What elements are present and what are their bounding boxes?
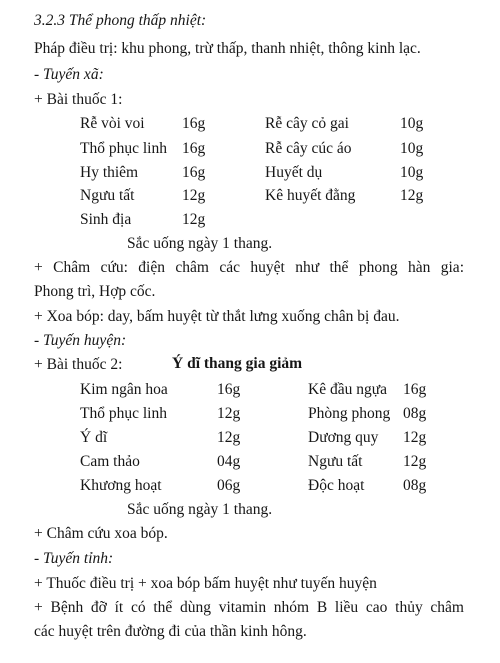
- herb-name: Rễ vòi voi: [80, 115, 145, 132]
- herb-dose: 12g: [217, 429, 241, 446]
- herb-name: Ý dĩ: [80, 429, 108, 446]
- herb-dose: 04g: [217, 453, 241, 470]
- acupuncture1-line1: + Châm cứu: điện châm các huyệt như thể phong hàn gia:: [34, 259, 464, 276]
- herb-name: Hy thiêm: [80, 164, 139, 181]
- remedy2-instruction: Sắc uống ngày 1 thang.: [127, 501, 273, 518]
- herb-dose: 16g: [182, 115, 206, 132]
- herb-name: Khương hoạt: [80, 477, 162, 494]
- herb-dose: 08g: [403, 477, 427, 494]
- acupuncture2: + Châm cứu xoa bóp.: [34, 525, 168, 542]
- remedy2-label: + Bài thuốc 2:: [34, 356, 123, 373]
- herb-dose: 12g: [182, 211, 206, 228]
- tinh-line2-part2: các huyệt trên đường đi của thần kinh hông.: [34, 623, 307, 640]
- herb-name: Cam thảo: [80, 453, 140, 470]
- treatment-method: Pháp điều trị: khu phong, trừ thấp, thanh nhiệt, thông kinh lạc.: [34, 40, 421, 57]
- herb-name: Thổ phục linh: [80, 140, 167, 157]
- herb-dose: 10g: [400, 140, 424, 157]
- tinh-line1: + Thuốc điều trị + xoa bóp bấm huyệt như tuyến huyện: [34, 575, 377, 592]
- herb-dose: 08g: [403, 405, 427, 422]
- herb-dose: 16g: [217, 381, 241, 398]
- herb-name: Kê huyết đằng: [265, 187, 356, 204]
- remedy1-label: + Bài thuốc 1:: [34, 91, 123, 108]
- tinh-line2-part1: + Bệnh đỡ ít có thể dùng vitamin nhóm B liều cao thủy châm: [34, 599, 464, 616]
- heading-tuyen-xa: - Tuyến xã:: [34, 66, 104, 83]
- herb-name: Huyết dụ: [265, 164, 323, 181]
- herb-dose: 16g: [182, 164, 206, 181]
- herb-name: Kim ngân hoa: [80, 381, 168, 398]
- section-title: 3.2.3 Thể phong thấp nhiệt:: [34, 12, 207, 29]
- heading-tuyen-huyen: - Tuyến huyện:: [34, 332, 127, 349]
- herb-name: Ngưu tất: [80, 187, 135, 204]
- acupuncture1-line2: Phong trì, Hợp cốc.: [34, 283, 156, 300]
- heading-tuyen-tinh: - Tuyến tỉnh:: [34, 550, 114, 567]
- herb-name: Ngưu tất: [308, 453, 363, 470]
- herb-dose: 06g: [217, 477, 241, 494]
- herb-name: Sinh địa: [80, 211, 132, 228]
- herb-dose: 10g: [400, 164, 424, 181]
- herb-name: Phòng phong: [308, 405, 391, 422]
- herb-name: Rễ cây cúc áo: [265, 140, 352, 157]
- herb-name: Độc hoạt: [308, 477, 365, 494]
- massage1: + Xoa bóp: day, bấm huyệt từ thắt lưng xuống chân bị đau.: [34, 308, 400, 325]
- herb-dose: 12g: [403, 453, 427, 470]
- herb-dose: 16g: [182, 140, 206, 157]
- herb-name: Thổ phục linh: [80, 405, 167, 422]
- herb-name: Kê đầu ngựa: [308, 381, 387, 398]
- herb-name: Rễ cây cỏ gai: [265, 115, 349, 132]
- herb-dose: 12g: [182, 187, 206, 204]
- herb-dose: 12g: [400, 187, 424, 204]
- remedy1-instruction: Sắc uống ngày 1 thang.: [127, 235, 273, 252]
- remedy2-name: Ý dĩ thang gia giảm: [172, 355, 303, 372]
- herb-dose: 10g: [400, 115, 424, 132]
- herb-dose: 16g: [403, 381, 427, 398]
- herb-name: Dương quy: [308, 429, 379, 446]
- herb-dose: 12g: [217, 405, 241, 422]
- herb-dose: 12g: [403, 429, 427, 446]
